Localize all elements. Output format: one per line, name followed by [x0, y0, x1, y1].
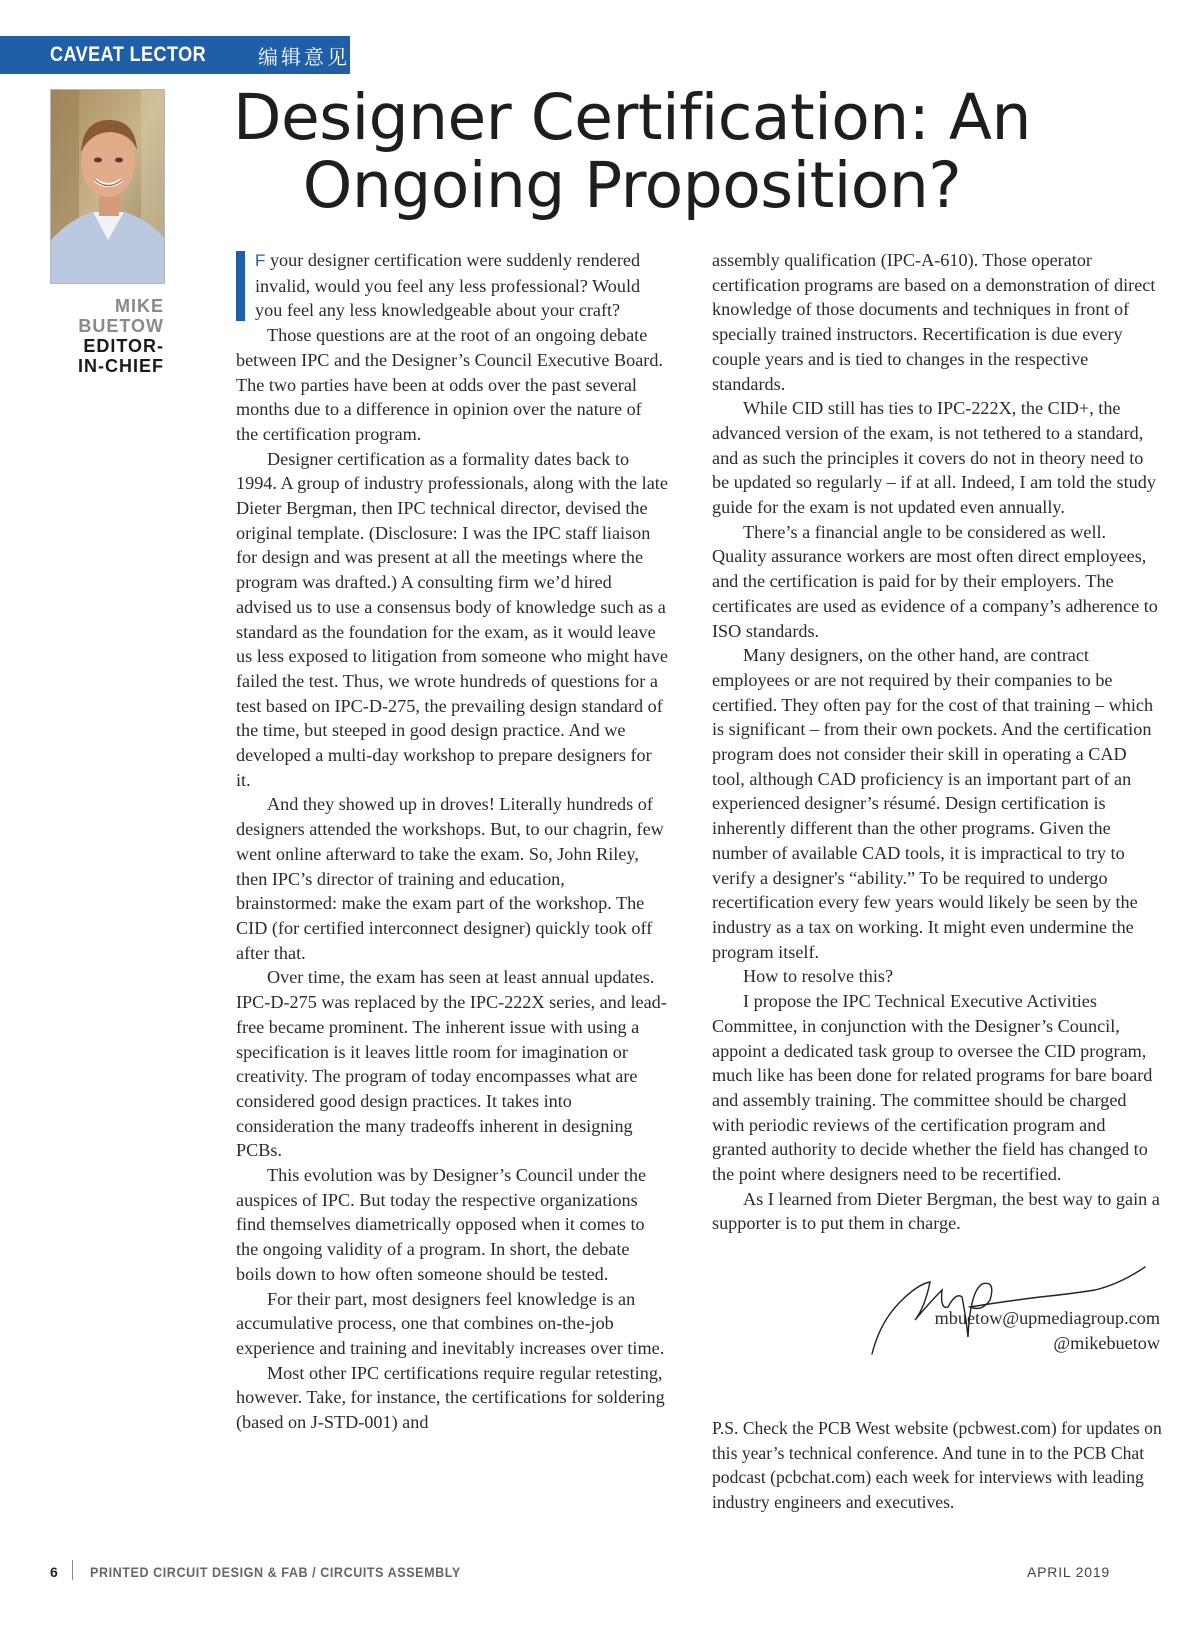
article-title-line2: Ongoing Proposition?: [302, 149, 962, 222]
issue-date: APRIL 2019: [1027, 1564, 1110, 1580]
article-column-left: [236, 248, 668, 1435]
body-paragraph: Most other IPC certifications require regular retesting, however. Take, for instance, the certifications for soldering (based on J-STD-001) and: [236, 1362, 665, 1433]
lead-text: your designer certification were suddenly rendered invalid, would you feel any less professional? Would you feel any less knowledgeable about your craft?: [255, 250, 641, 321]
author-byline: [40, 296, 164, 376]
lead-cap: F: [255, 251, 266, 270]
body-paragraph: There’s a financial angle to be considered as well. Quality assurance workers are most often direct employees, and the certification is paid for by their employers. The certificates are used as evidence of a company’s adherence to ISO standards.: [712, 521, 1158, 641]
section-banner: [0, 36, 350, 74]
body-paragraph: This evolution was by Designer’s Council under the auspices of IPC. But today the respective organizations find themselves diametrically opposed when it comes to the ongoing validity of a program. In short, the debate boils down to how often someone should be tested.: [236, 1165, 647, 1284]
author-last-name: BUETOW: [78, 316, 164, 336]
postscript: [712, 1416, 1172, 1514]
body-paragraph: I propose the IPC Technical Executive Activities Committee, in conjunction with the Designer’s Council, appoint a dedicated task group to oversee the CID program, much like has been done for related programs for bare board and assembly training. The committee should be charged with periodic reviews of the certification program and granted authority to decide whether the field has changed to the point where designers need to be recertified.: [712, 991, 1153, 1185]
dropcap: [236, 251, 245, 321]
body-paragraph: Many designers, on the other hand, are contract employees or are not required by their companies to be certified. They often pay for the cost of that training – which is significant – from their own pockets. And the certification program does not consider their skill in operating a CAD tool, although CAD proficiency is an important part of an experienced designer’s résumé. Design certification is inherently different than the other programs. Given the number of available CAD tools, it is impractical to try to verify a designer's “ability.” To be required to undergo recertification every few years would likely be seen by the industry as a tax on working. It might even undermine the program itself.: [712, 645, 1154, 962]
body-paragraph: And they showed up in droves! Literally hundreds of designers attended the workshops. But, to our chagrin, few went online afterward to take the exam. So, John Riley, then IPC’s director of training and education, brainstormed: make the exam part of the workshop. The CID (for certified interconnect designer) quickly took off after that.: [236, 794, 664, 963]
publication-name: PRINTED CIRCUIT DESIGN & FAB / CIRCUITS ASSEMBLY: [90, 1564, 461, 1580]
continuation-paragraph: assembly qualification (IPC-A-610). Those operator certification programs are based on a demonstration of direct knowledge of those documents and techniques in front of specially trained instructors. Recertification is due every couple years and is tied to changes in the respective standards.: [712, 250, 1156, 394]
signature-illustration: [870, 1262, 1155, 1362]
body-paragraph: How to resolve this?: [743, 966, 894, 987]
section-label-chinese: 编辑意见: [258, 44, 350, 69]
postscript-text: P.S. Check the PCB West website (pcbwest.com) for updates on this year’s technical conference. And tune in to the PCB Chat podcast (pcbchat.com) each week for interviews with leading industry engineers and executives.: [712, 1418, 1162, 1512]
body-paragraph: Over time, the exam has seen at least annual updates. IPC-D-275 was replaced by the IPC-222X series, and lead-free became prominent. The inherent issue with using a specification is it leaves little room for imagination or creativity. The program of today encompasses what are considered good design practices. It takes into consideration the many tradeoffs inherent in designing PCBs.: [236, 967, 667, 1161]
body-paragraph: While CID still has ties to IPC-222X, the CID+, the advanced version of the exam, is not tethered to a standard, and as such the principles it covers do not in theory need to be updated so regularly – if at all. Indeed, I am told the study guide for the exam is not updated even annually.: [712, 398, 1156, 518]
page-footer: [50, 1560, 1160, 1584]
author-role-line2: IN-CHIEF: [78, 356, 164, 376]
body-paragraph: For their part, most designers feel knowledge is an accumulative process, one that combines on-the-job experience and training and inevitably increases over time.: [236, 1288, 665, 1358]
author-email[interactable]: mbuetow@upmediagroup.com: [934, 1308, 1160, 1329]
section-label: CAVEAT LECTOR: [50, 43, 207, 66]
article-title: [232, 81, 1032, 222]
author-photo: [50, 89, 165, 284]
author-portrait-illustration: [51, 90, 165, 284]
footer-divider: [72, 1560, 73, 1580]
body-paragraph: Those questions are at the root of an ongoing debate between IPC and the Designer’s Council Executive Board. The two parties have been at odds over the past several months due to a difference in opinion over the nature of the certification program.: [236, 325, 663, 444]
article-title-line1: Designer Certification: An: [233, 81, 1031, 154]
author-handle[interactable]: @mikebuetow: [1053, 1332, 1160, 1353]
author-first-name: MIKE: [115, 296, 164, 316]
lead-paragraph: [236, 248, 668, 323]
body-paragraph: As I learned from Dieter Bergman, the best way to gain a supporter is to put them in charge.: [712, 1188, 1160, 1234]
page-number: 6: [50, 1564, 58, 1580]
body-paragraph: Designer certification as a formality dates back to 1994. A group of industry professionals, along with the late Dieter Bergman, then IPC technical director, devised the original template. (Disclosure: I was the IPC staff liaison for design and was present at all the meetings where the program was drafted.) A consulting firm we’d hired advised us to use a consensus body of knowledge such as a standard as the foundation for the exam, as it would leave us less exposed to litigation from someone who might have failed the test. Thus, we wrote hundreds of questions for a test based on IPC-D-275, the prevailing design standard of the time, but steeped in good design practice. And we developed a multi-day workshop to prepare designers for it.: [236, 448, 668, 790]
author-role-line1: EDITOR-: [83, 336, 164, 356]
article-column-right: [712, 248, 1160, 1356]
